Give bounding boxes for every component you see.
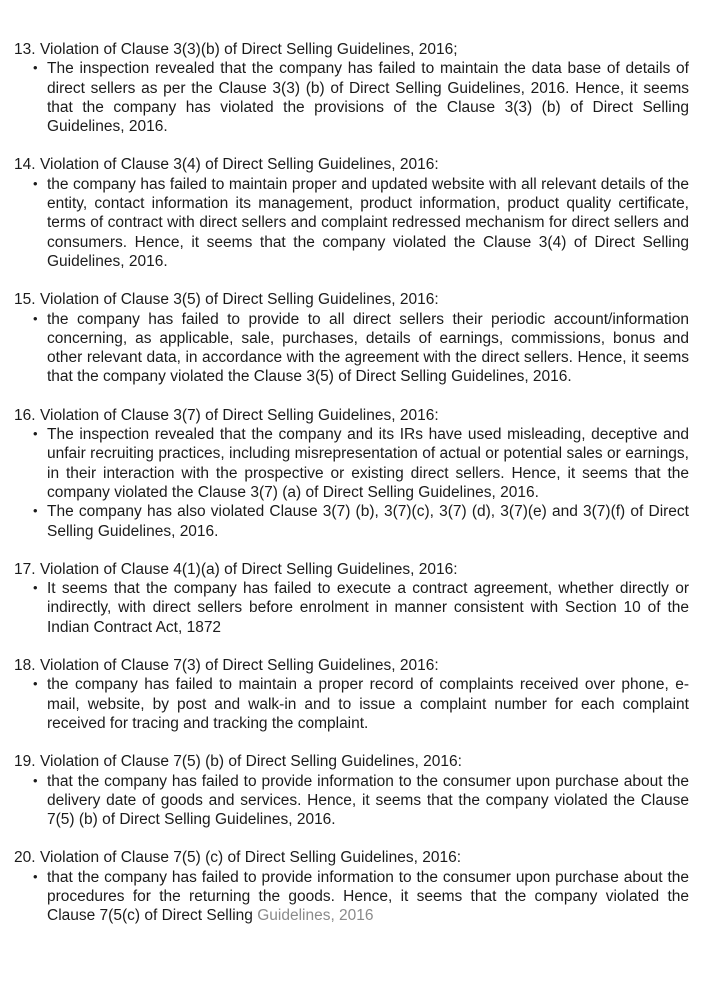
bullet-point <box>14 675 689 733</box>
list-item <box>14 406 689 541</box>
item-title: Violation of Clause 3(5) of Direct Selling Guidelines, 2016: <box>40 291 439 309</box>
item-header <box>14 752 689 771</box>
item-title: Violation of Clause 4(1)(a) of Direct Selling Guidelines, 2016: <box>40 560 458 578</box>
bullet-text-faded: Guidelines, 2016 <box>257 907 374 925</box>
bullet-list <box>14 175 689 271</box>
item-title: Violation of Clause 3(4) of Direct Selling Guidelines, 2016: <box>40 156 439 174</box>
item-title: Violation of Clause 3(3)(b) of Direct Selling Guidelines, 2016; <box>40 41 458 58</box>
bullet-text: The inspection revealed that the company and its IRs have used misleading, deceptive and unfair recruiting practices, including misrepresentation of actual or potential sales or earnings, in their interaction with the prospective or existing direct sellers. Hence, it seems that the company violated the Clause 3(7) (a) of Direct Selling Guidelines, 2016. <box>47 426 689 501</box>
list-item <box>14 40 689 136</box>
item-header <box>14 560 689 579</box>
bullet-icon: • <box>33 772 38 788</box>
item-header <box>14 406 689 425</box>
bullet-icon: • <box>33 175 38 191</box>
list-item <box>14 848 689 925</box>
item-number: 13. <box>14 41 36 58</box>
bullet-list <box>14 59 689 136</box>
list-item <box>14 290 689 386</box>
bullet-list <box>14 772 689 830</box>
bullet-icon: • <box>33 580 38 596</box>
bullet-point <box>14 310 689 387</box>
bullet-text: It seems that the company has failed to execute a contract agreement, whether directly or indirectly, with direct sellers before enrolment in manner consistent with Section 10 of the Indian Contract Act, 1872 <box>47 580 689 636</box>
item-number: 20. <box>14 849 36 867</box>
item-title: Violation of Clause 7(3) of Direct Selling Guidelines, 2016: <box>40 657 439 675</box>
bullet-point <box>14 868 689 926</box>
item-number: 14. <box>14 156 36 174</box>
violation-list <box>14 40 689 926</box>
list-item <box>14 656 689 733</box>
bullet-point <box>14 772 689 830</box>
bullet-list <box>14 868 689 926</box>
item-header <box>14 40 689 59</box>
bullet-text <box>47 869 689 925</box>
bullet-text: The company has also violated Clause 3(7) (b), 3(7)(c), 3(7) (d), 3(7)(e) and 3(7)(f) of Direct Selling Guidelines, 2016. <box>47 503 689 540</box>
item-number: 15. <box>14 291 36 309</box>
list-item <box>14 155 689 271</box>
item-title: Violation of Clause 7(5) (b) of Direct Selling Guidelines, 2016: <box>40 753 462 771</box>
bullet-text-main: that the company has failed to provide information to the consumer upon purchase about the procedures for the returning the goods. Hence, it seems that the company violated the Clause 7(5(c) of Direct Selling <box>47 868 689 925</box>
bullet-text: The inspection revealed that the company has failed to maintain the data base of details of direct sellers as per the Clause 3(3) (b) of Direct Selling Guidelines, 2016. Hence, it seems that the company has violated the provisions of the Clause 3(3) (b) of Direct Selling Guidelines, 2016. <box>47 60 689 136</box>
bullet-point <box>14 175 689 271</box>
list-item <box>14 752 689 829</box>
bullet-list <box>14 675 689 733</box>
bullet-icon: • <box>33 310 38 326</box>
item-number: 17. <box>14 560 36 578</box>
bullet-icon: • <box>33 868 38 884</box>
bullet-list <box>14 310 689 387</box>
item-title: Violation of Clause 3(7) of Direct Selling Guidelines, 2016: <box>40 406 439 424</box>
bullet-text: that the company has failed to provide information to the consumer upon purchase about the delivery date of goods and services. Hence, it seems that the company violated the Clause 7(5) (b) of Direct Selling Guidelines, 2016. <box>47 772 689 829</box>
item-header <box>14 155 689 174</box>
bullet-point <box>14 502 689 541</box>
bullet-icon: • <box>33 503 38 519</box>
bullet-point <box>14 425 689 502</box>
bullet-point <box>14 579 689 637</box>
bullet-list <box>14 579 689 637</box>
item-number: 18. <box>14 657 36 675</box>
item-number: 16. <box>14 406 36 424</box>
item-number: 19. <box>14 753 36 771</box>
bullet-text: the company has failed to maintain a proper record of complaints received over phone, e-mail, website, by post and walk-in and to issue a complaint number for each complaint received for tracing and tracking the complaint. <box>47 676 689 732</box>
bullet-icon: • <box>33 60 38 76</box>
bullet-text: the company has failed to maintain proper and updated website with all relevant details of the entity, contact information its management, product information, product quality certificate, terms of contract with direct sellers and complaint redressed mechanism for direct sellers and consumers. Hence, it seems that the company violated the Clause 3(4) of Direct Selling Guidelines, 2016. <box>47 175 689 270</box>
bullet-icon: • <box>33 426 38 442</box>
item-header <box>14 290 689 309</box>
item-header <box>14 848 689 867</box>
bullet-text: the company has failed to provide to all direct sellers their periodic account/information concerning, as applicable, sale, purchases, details of earnings, commissions, bonus and other relevant data, in accordance with the agreement with the direct sellers. Hence, it seems that the company violated the Clause 3(5) of Direct Selling Guidelines, 2016. <box>47 310 689 386</box>
bullet-point <box>14 59 689 136</box>
item-title: Violation of Clause 7(5) (c) of Direct Selling Guidelines, 2016: <box>40 849 462 867</box>
list-item <box>14 560 689 637</box>
item-header <box>14 656 689 675</box>
bullet-list <box>14 425 689 541</box>
bullet-icon: • <box>33 676 38 692</box>
